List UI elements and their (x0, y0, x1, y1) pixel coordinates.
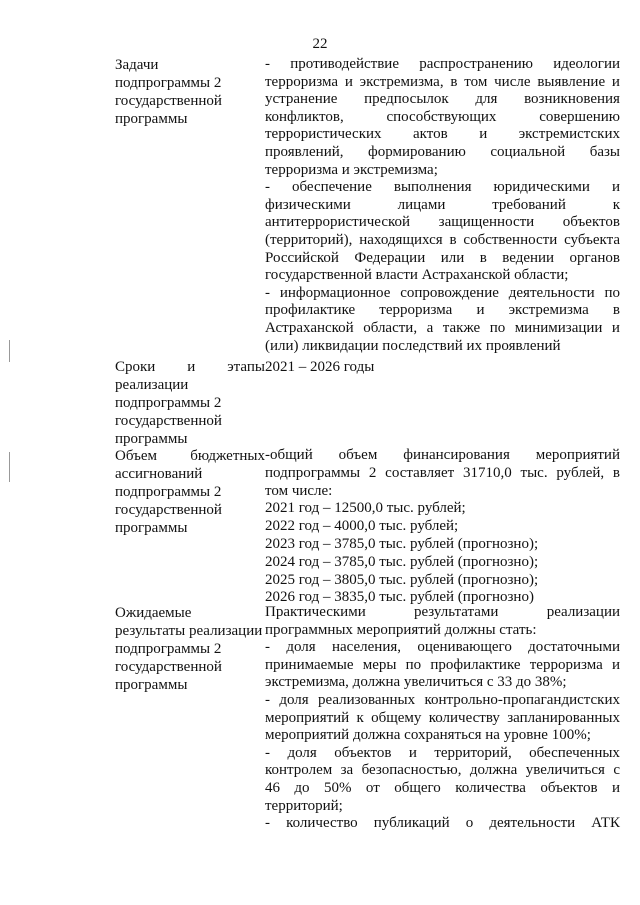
word: и (408, 744, 417, 761)
word: проявлений, (265, 143, 344, 160)
word: территорий, (434, 744, 512, 761)
word: минимизации (514, 319, 603, 336)
word: доля (279, 691, 309, 708)
word: предпосылок (364, 91, 449, 108)
word: способствующих (386, 108, 497, 125)
results-line (265, 815, 620, 833)
tasks-line (265, 285, 620, 303)
word: и (611, 319, 620, 336)
results-text (265, 604, 620, 833)
word: возникновения (524, 91, 620, 108)
tasks-line: государственной власти Астраханской области; (265, 267, 569, 284)
word: или (440, 249, 465, 266)
word: в (612, 464, 620, 481)
budget-line (265, 465, 620, 483)
word: числе (494, 73, 531, 90)
word: противодействие (290, 56, 399, 72)
word: -общий (265, 447, 313, 463)
word: в (479, 249, 487, 266)
budget-line: 2022 год – 4000,0 тыс. рублей; (265, 518, 459, 535)
word: рублей, (556, 464, 605, 481)
word: и (479, 126, 488, 143)
word: (территорий), (265, 231, 353, 248)
budget-row (115, 447, 620, 607)
word: профилактике (430, 656, 521, 673)
word: - (265, 815, 270, 832)
tasks-text (265, 56, 620, 355)
budget-text (265, 447, 620, 607)
word: области, (363, 319, 418, 336)
word: лицами (397, 196, 446, 213)
word: результатами (413, 604, 499, 620)
word: 2 (368, 464, 377, 481)
word: принимаемые (265, 656, 354, 673)
results-line (265, 604, 620, 622)
word: терроризма (379, 302, 453, 319)
word: устранение (265, 91, 338, 108)
word: мероприятий (535, 447, 620, 463)
tasks-line (265, 320, 620, 338)
tasks-line (265, 197, 620, 215)
word: меры (362, 656, 397, 673)
tasks-row (115, 56, 620, 355)
word: выявление (537, 73, 606, 90)
word: - (265, 639, 270, 656)
results-line: программных мероприятий должны стать: (265, 621, 537, 638)
tasks-line (265, 126, 620, 144)
word: формированию (368, 143, 466, 160)
budget-line: 2024 год – 3785,0 тыс. рублей (прогнозно); (265, 553, 539, 570)
word: социальной (490, 143, 566, 160)
scan-mark (9, 452, 10, 482)
word: запланированных (507, 709, 620, 726)
word: оценивающего (417, 639, 512, 656)
results-line (265, 692, 620, 710)
budget-line: том числе: (265, 482, 333, 499)
budget-line: 2025 год – 3805,0 тыс. рублей (прогнозно); (265, 571, 539, 588)
word: деятельности (489, 815, 576, 832)
word: в (612, 302, 620, 319)
word: распространению (419, 56, 533, 72)
word: субъекта (564, 231, 620, 248)
word: - (265, 56, 270, 72)
word: финансирования (403, 447, 510, 463)
word: а (426, 319, 434, 336)
tasks-line (265, 214, 620, 232)
word: к (612, 196, 620, 213)
tasks-line (265, 232, 620, 250)
word: доля (286, 639, 316, 656)
word: должна (469, 762, 518, 779)
word: - (265, 179, 270, 196)
word: количество (286, 815, 358, 832)
word: - (265, 691, 270, 708)
word: деятельности (508, 284, 595, 301)
word: юридическими (493, 179, 590, 196)
word: актов (413, 126, 448, 143)
budget-label: Объем бюджетных ассигнований подпрограммы 2 государственной программы (115, 448, 265, 536)
word: общего (394, 779, 441, 796)
budget-line (265, 447, 620, 465)
results-line (265, 780, 620, 798)
word: подпрограммы (265, 464, 361, 481)
word: в (450, 73, 458, 90)
terms-value: 2021 – 2026 годы (265, 359, 375, 375)
word: терроризма (265, 73, 339, 90)
word: сопровождение (400, 284, 499, 301)
tasks-line (265, 302, 620, 320)
word: обеспечение (292, 179, 372, 196)
scan-mark (9, 340, 10, 362)
tasks-line (265, 74, 620, 92)
results-line (265, 762, 620, 780)
word: конфликтов, (265, 108, 344, 125)
word: том (464, 73, 488, 90)
tasks-label: Задачи подпрограммы 2 государственной программы (115, 57, 222, 127)
word: увеличиться (525, 762, 605, 779)
word: по (489, 319, 506, 336)
word: для (475, 91, 498, 108)
word: органов (569, 249, 620, 266)
word: обеспеченных (529, 744, 620, 761)
word: и (476, 302, 485, 319)
word: экстремизма, (359, 73, 444, 90)
word: физическими (265, 196, 351, 213)
page-number: 22 (312, 36, 328, 52)
word: безопасностью, (361, 762, 462, 779)
budget-line: 2026 год – 3835,0 тыс. рублей (прогнозно) (265, 589, 534, 606)
word: Федерации (354, 249, 426, 266)
word: защищенности (438, 214, 535, 231)
word: с (613, 762, 620, 779)
word: достаточными (528, 639, 620, 656)
results-line: мероприятий должна сохраняться на уровне 100%; (265, 727, 591, 744)
word: идеологии (553, 56, 620, 72)
results-line (265, 657, 620, 675)
terms-label: Сроки и этапы реализации подпрограммы 2 государственной программы (115, 359, 265, 447)
terms-row (115, 358, 620, 448)
word: Российской (265, 249, 339, 266)
word: реализации (546, 604, 620, 620)
results-line (265, 639, 620, 657)
word: 46 (265, 779, 280, 796)
word: доля (287, 744, 317, 761)
results-line: экстремизма, должна увеличиться с 33 до 38%; (265, 674, 567, 691)
word: и (611, 73, 620, 90)
word: экстремистских (518, 126, 620, 143)
results-label: Ожидаемые результаты реализации подпрограммы 2 государственной программы (115, 605, 263, 693)
tasks-line (265, 179, 620, 197)
word: Астраханской (265, 319, 354, 336)
word: объектов (540, 779, 598, 796)
word: за (340, 762, 354, 779)
word: объектов (562, 214, 620, 231)
budget-line: 2021 год – 12500,0 тыс. рублей; (265, 500, 466, 517)
word: АТК (591, 815, 620, 832)
word: экстремизма (508, 302, 589, 319)
word: и (611, 656, 620, 673)
word: находящихся (359, 231, 443, 248)
word: публикаций (373, 815, 450, 832)
word: мероприятий (265, 709, 350, 726)
word: Практическими (265, 604, 366, 620)
word: 31710,0 (463, 464, 512, 481)
word: контрольно-пропагандистских (424, 691, 620, 708)
word: по (604, 284, 620, 301)
tasks-line (265, 91, 620, 109)
word: требований (492, 196, 566, 213)
word: объем (338, 447, 378, 463)
tasks-line (265, 109, 620, 127)
word: совершению (539, 108, 620, 125)
word: по (405, 656, 422, 673)
word: собственности (463, 231, 558, 248)
word: составляет (385, 464, 455, 481)
tasks-line: (или) ликвидации последствий их проявлений (265, 337, 561, 354)
word: реализованных (317, 691, 416, 708)
results-line: территорий; (265, 797, 343, 814)
word: и (611, 779, 620, 796)
word: до (294, 779, 310, 796)
word: ведении (502, 249, 555, 266)
word: 50% (323, 779, 352, 796)
word: населения, (331, 639, 402, 656)
tasks-line (265, 250, 620, 268)
word: и (344, 73, 353, 90)
tasks-line: терроризма и экстремизма; (265, 161, 438, 178)
word: - (265, 284, 270, 301)
word: антитеррористической (265, 214, 411, 231)
word: количества (455, 779, 526, 796)
word: в (449, 231, 457, 248)
word: количеству (428, 709, 500, 726)
word: тыс. (520, 464, 548, 481)
word: профилактике (265, 302, 356, 319)
word: терроризма (529, 656, 603, 673)
word: террористических (265, 126, 382, 143)
word: к (356, 709, 364, 726)
word: от (365, 779, 380, 796)
results-line (265, 745, 620, 763)
results-line (265, 710, 620, 728)
word: - (265, 744, 270, 761)
word: о (465, 815, 474, 832)
word: контролем (265, 762, 333, 779)
word: базы (589, 143, 620, 160)
word: выполнения (393, 179, 472, 196)
word: информационное (279, 284, 391, 301)
word: также (442, 319, 481, 336)
tasks-line (265, 56, 620, 74)
word: и (611, 179, 620, 196)
budget-line: 2023 год – 3785,0 тыс. рублей (прогнозно); (265, 535, 539, 552)
tasks-line (265, 144, 620, 162)
word: объектов (334, 744, 392, 761)
results-row (115, 604, 620, 833)
word: общему (371, 709, 422, 726)
